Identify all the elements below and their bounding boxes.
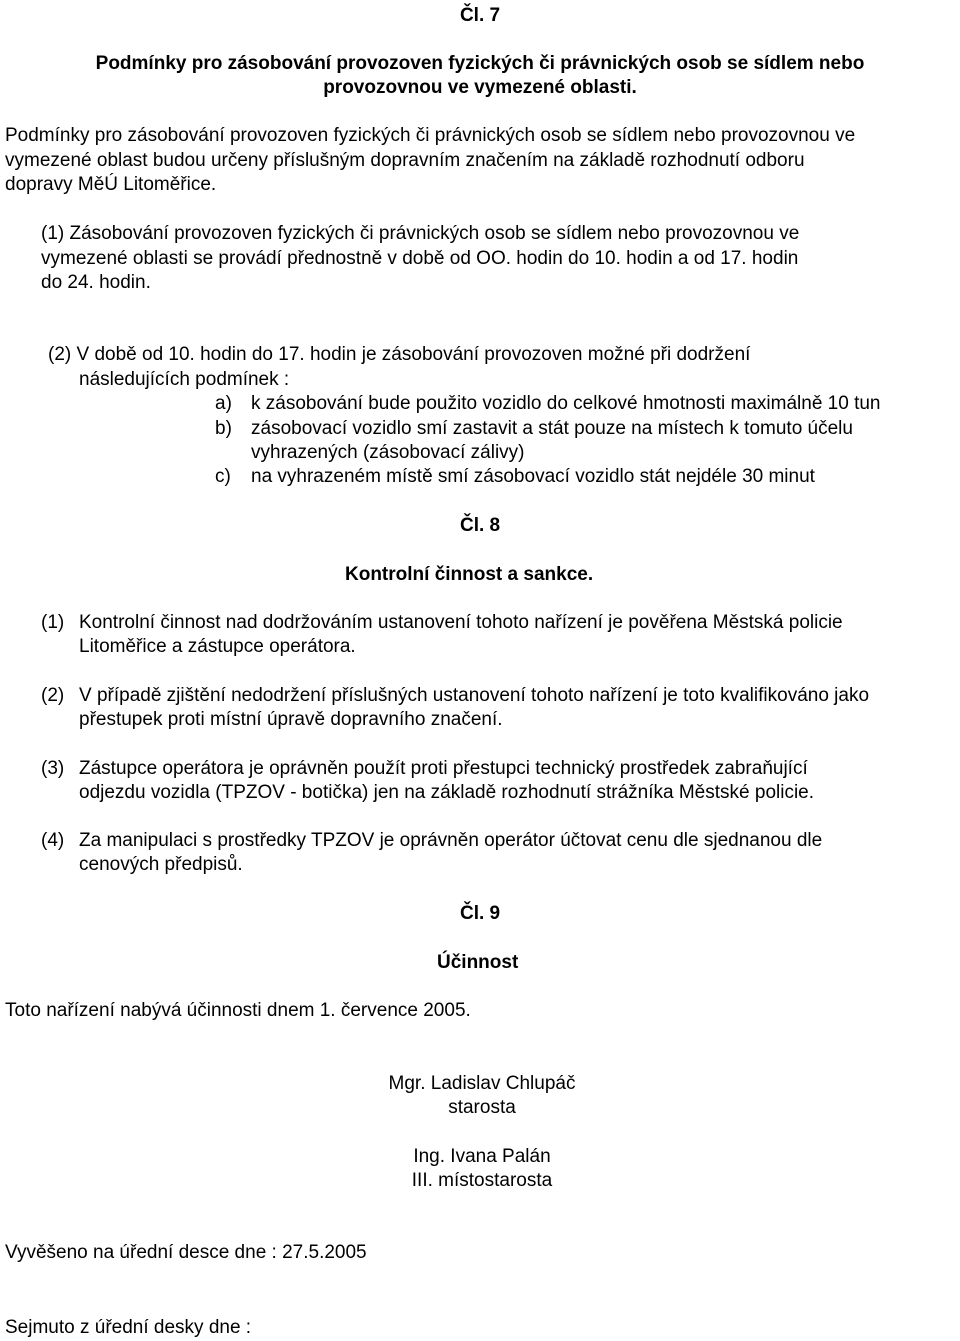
article-7-title-line-1: Podmínky pro zásobování provozoven fyzických či právnických osob se sídlem nebo	[95, 53, 865, 74]
article-7-heading: Čl. 7	[459, 5, 501, 26]
condition-c-marker: c)	[215, 466, 231, 487]
paragraph-2-line-2: následujících podmínek :	[79, 369, 290, 390]
article-7-title-line-2: provozovnou ve vymezené oblasti.	[323, 77, 637, 98]
condition-b-text-line-2: vyhrazených (zásobovací zálivy)	[251, 442, 525, 463]
intro-line-1: Podmínky pro zásobování provozoven fyzických či právnických osob se sídlem nebo provozovnou ve	[5, 125, 856, 146]
intro-line-3: dopravy MěÚ Litoměřice.	[5, 174, 217, 195]
item-2-marker: (2)	[41, 685, 65, 706]
signatory-1-role: starosta	[448, 1097, 516, 1118]
item-4-line-1: Za manipulaci s prostředky TPZOV je oprávněn operátor účtovat cenu dle sjednanou dle	[79, 830, 823, 851]
item-2-line-2: přestupek proti místní úpravě dopravního značení.	[79, 709, 503, 730]
posted-date: Vyvěšeno na úřední desce dne : 27.5.2005	[5, 1242, 367, 1263]
removed-date: Sejmuto z úřední desky dne :	[5, 1317, 252, 1338]
item-1-line-2: Litoměřice a zástupce operátora.	[79, 636, 356, 657]
item-3-marker: (3)	[41, 758, 65, 779]
signatory-2-name: Ing. Ivana Palán	[413, 1146, 551, 1167]
paragraph-2-line-1: (2) V době od 10. hodin do 17. hodin je zásobování provozoven možné při dodržení	[48, 344, 751, 365]
article-9-title: Účinnost	[437, 952, 519, 973]
effective-date-statement: Toto nařízení nabývá účinnosti dnem 1. července 2005.	[5, 1000, 471, 1021]
item-4-line-2: cenových předpisů.	[79, 854, 243, 875]
item-2-line-1: V případě zjištění nedodržení příslušných ustanovení tohoto nařízení je toto kvalifikováno jako	[79, 685, 870, 706]
item-1-marker: (1)	[41, 612, 65, 633]
condition-b-text-line-1: zásobovací vozidlo smí zastavit a stát pouze na místech k tomuto účelu	[251, 418, 853, 439]
paragraph-1-line-2: vymezené oblasti se provádí přednostně v době od OO. hodin do 10. hodin a od 17. hodin	[41, 248, 799, 269]
intro-line-2: vymezené oblast budou určeny příslušným dopravním značením na základě rozhodnutí odboru	[5, 150, 805, 171]
condition-b-marker: b)	[215, 418, 232, 439]
item-4-marker: (4)	[41, 830, 65, 851]
item-3-line-1: Zástupce operátora je oprávněn použít proti přestupci technický prostředek zabraňující	[79, 758, 808, 779]
signatory-1-name: Mgr. Ladislav Chlupáč	[388, 1073, 576, 1094]
item-3-line-2: odjezdu vozidla (TPZOV - botička) jen na základě rozhodnutí strážníka Městské policie.	[79, 782, 815, 803]
paragraph-1-line-1: (1) Zásobování provozoven fyzických či právnických osob se sídlem nebo provozovnou ve	[41, 223, 800, 244]
condition-a-text: k zásobování bude použito vozidlo do celkové hmotnosti maximálně 10 tun	[251, 393, 881, 414]
item-1-line-1: Kontrolní činnost nad dodržováním ustanovení tohoto nařízení je pověřena Městská policie	[79, 612, 843, 633]
signatory-2-role: III. místostarosta	[411, 1170, 553, 1191]
article-8-heading: Čl. 8	[460, 515, 501, 536]
paragraph-1-line-3: do 24. hodin.	[41, 272, 151, 293]
article-9-heading: Čl. 9	[460, 903, 501, 924]
article-8-title: Kontrolní činnost a sankce.	[345, 564, 594, 585]
condition-c-text: na vyhrazeném místě smí zásobovací vozidlo stát nejdéle 30 minut	[251, 466, 815, 487]
condition-a-marker: a)	[215, 393, 232, 414]
